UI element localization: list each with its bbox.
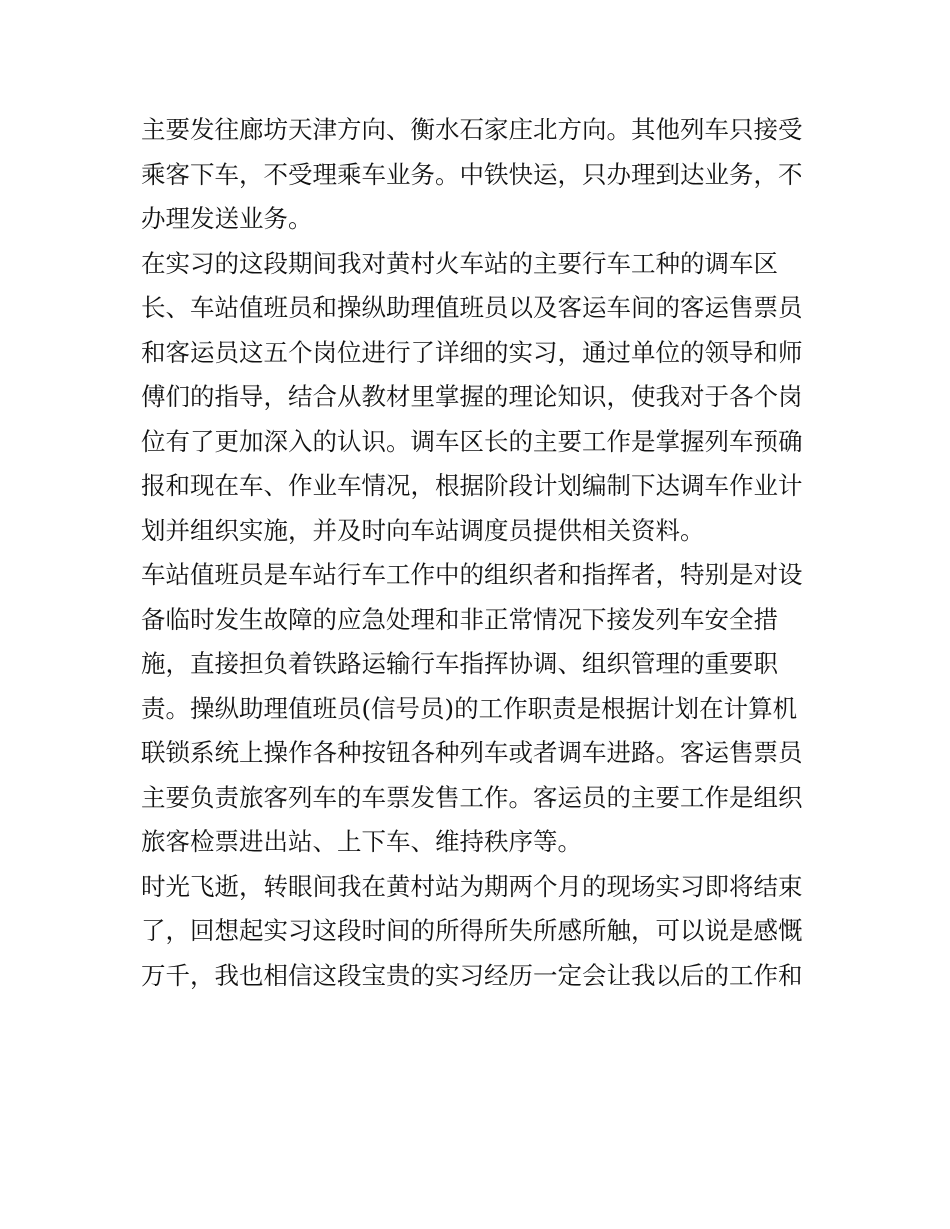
- text-line: 乘客下车，不受理乘车业务。中铁快运，只办理到达业务，不: [141, 159, 803, 189]
- text-line: 旅客检票进出站、上下车、维持秩序等。: [141, 827, 582, 856]
- text-line: 在实习的这段期间我对黄村火车站的主要行车工种的调车区: [141, 248, 778, 278]
- text-line: 责。操纵助理值班员(信号员)的工作职责是根据计划在计算机: [141, 693, 798, 723]
- text-line: 车站值班员是车站行车工作中的组织者和指挥者，特别是对设: [141, 560, 803, 589]
- text-line: 备临时发生故障的应急处理和非正常情况下接发列车安全措: [141, 604, 778, 634]
- paragraph: [141, 242, 821, 554]
- paragraph: [141, 553, 821, 865]
- paragraph: [141, 108, 821, 242]
- text-line: 施，直接担负着铁路运输行车指挥协调、组织管理的重要职: [141, 649, 778, 678]
- text-line: 办理发送业务。: [141, 204, 313, 233]
- text-line: 主要发往廊坊天津方向、衡水石家庄北方向。其他列车只接受: [141, 115, 803, 144]
- text-line: 万千，我也相信这段宝贵的实习经历一定会让我以后的工作和: [141, 960, 803, 990]
- text-line: 和客运员这五个岗位进行了详细的实习，通过单位的领导和师: [141, 337, 803, 367]
- paragraph: [141, 865, 821, 999]
- text-line: 时光飞逝，转眼间我在黄村站为期两个月的现场实习即将结束: [141, 871, 803, 901]
- text-line: 傅们的指导，结合从教材里掌握的理论知识，使我对于各个岗: [141, 382, 803, 411]
- text-line: 联锁系统上操作各种按钮各种列车或者调车进路。客运售票员: [141, 738, 803, 767]
- text-line: 位有了更加深入的认识。调车区长的主要工作是掌握列车预确: [141, 426, 803, 456]
- text-line: 主要负责旅客列车的车票发售工作。客运员的主要工作是组织: [141, 782, 803, 812]
- text-line: 长、车站值班员和操纵助理值班员以及客运车间的客运售票员: [141, 293, 803, 322]
- text-line: 划并组织实施，并及时向车站调度员提供相关资料。: [141, 515, 705, 545]
- text-line: 了，回想起实习这段时间的所得所失所感所触，可以说是感慨: [141, 916, 803, 945]
- text-line: 报和现在车、作业车情况，根据阶段计划编制下达调车作业计: [141, 471, 803, 500]
- body-text: [141, 108, 821, 998]
